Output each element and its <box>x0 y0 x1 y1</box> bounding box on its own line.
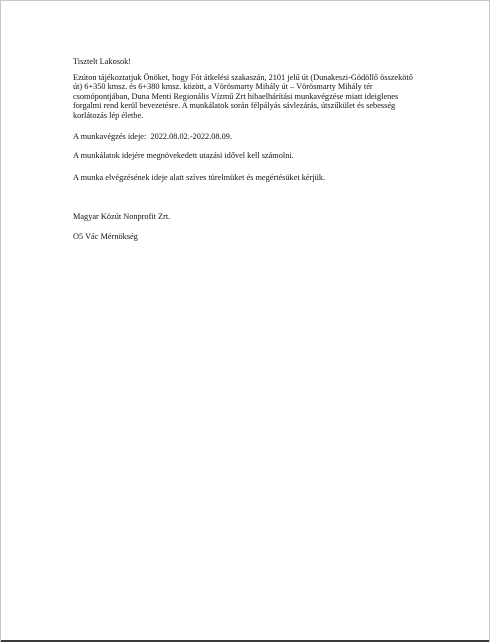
letter-content <box>73 57 423 242</box>
signature-department: O5 Vác Mérnökség <box>73 231 138 241</box>
work-period <box>73 132 423 142</box>
work-period-value: 2022.08.02.-2022.08.09. <box>150 131 233 141</box>
work-period-label: A munkavégzés ideje: <box>73 131 147 141</box>
letter-greeting: Tisztelt Lakosok! <box>73 57 132 66</box>
patience-request: A munka elvégzésének ideje alatt szíves türelmüket és megértésüket kérjük. <box>73 172 326 182</box>
signature-organization: Magyar Közút Nonprofit Zrt. <box>73 212 171 222</box>
delay-notice: A munkálatok idejére megnövekedett utazási idővel kell számolni. <box>73 151 294 161</box>
letter-body: Ezúton tájékoztatjuk Önöket, hogy Fót átkelési szakaszán, 2101 jelű út (Dunakeszi-Gödöllő összekötő út) 6+350 kmsz. és 6+380 kmsz. között, a Vörösmarty Mihály út – Vörösmarty Mihály tér csomópontjában, Duna Menti Regionális Vízmű Zrt hibaelhárítási munkavégzése miatt ideiglenes forgalmi rend kerül bevezetésre. A munkálatok során félpályás sávlezárás, útszűkület és sebesség korlátozás lép életbe. <box>73 72 413 120</box>
